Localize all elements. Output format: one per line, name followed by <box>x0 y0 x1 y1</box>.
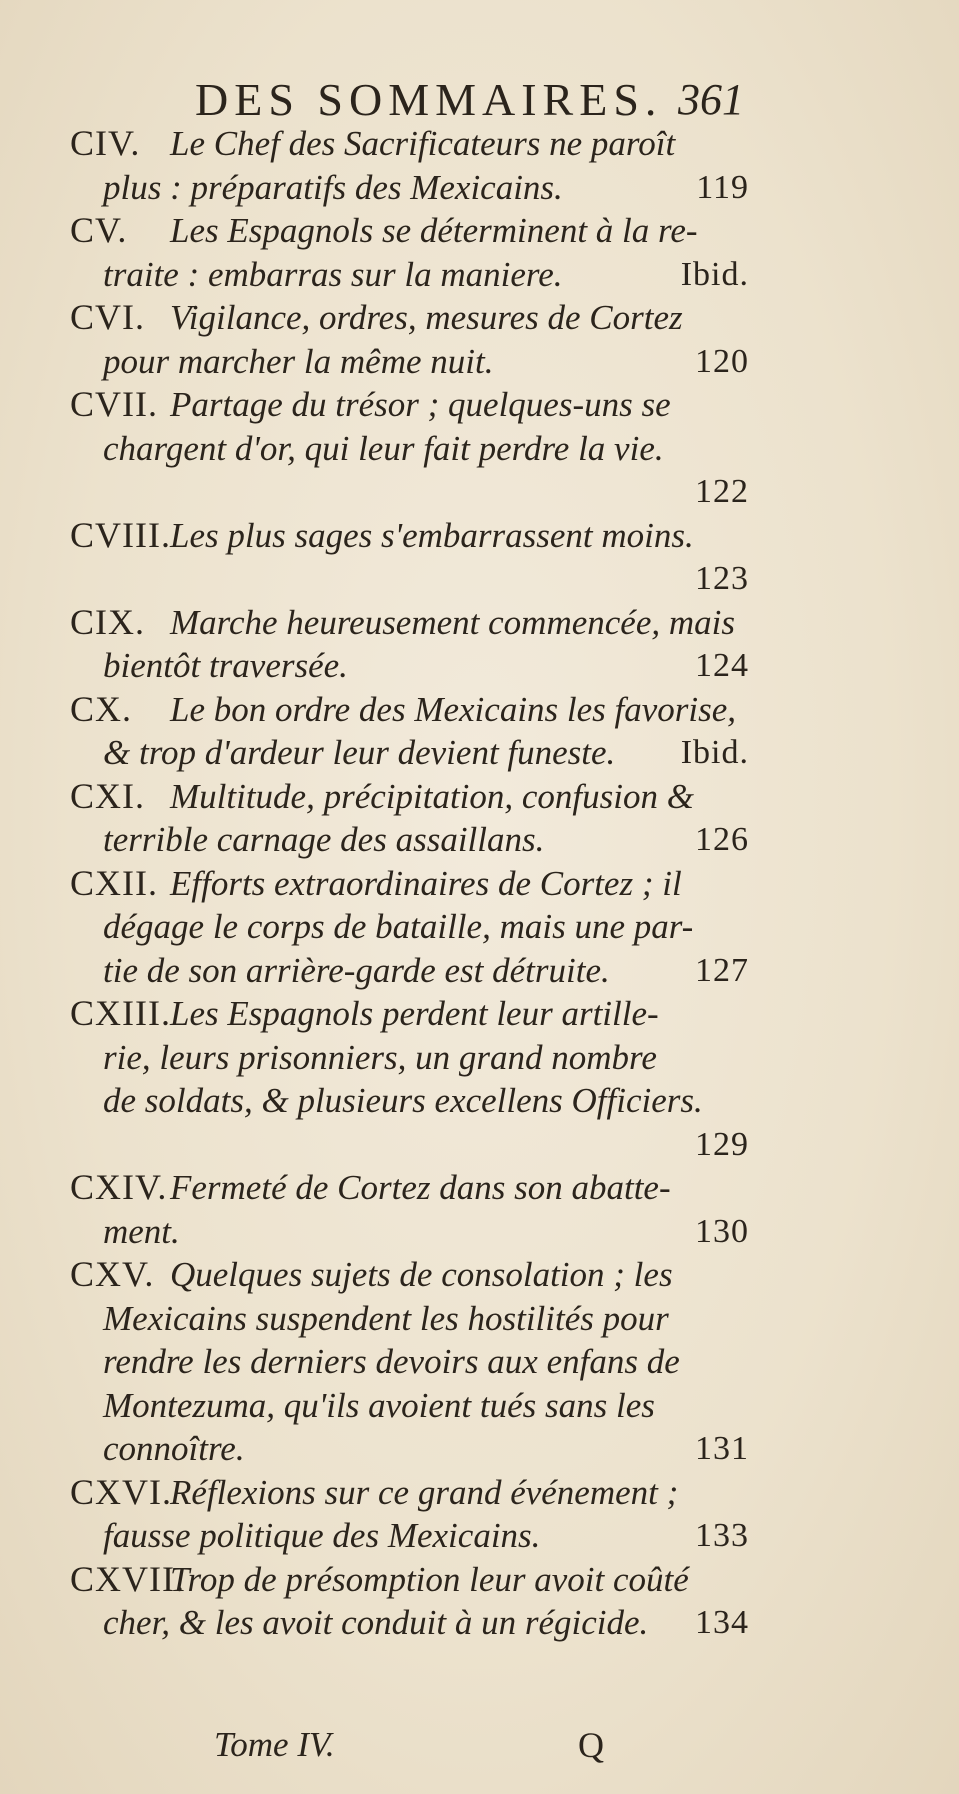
entry-page-line <box>0 470 959 514</box>
entry-numeral: CXI. <box>70 775 145 816</box>
entry-numeral: CX. <box>70 688 133 729</box>
entry-numeral: CVI. <box>70 297 145 337</box>
toc-entry <box>0 601 959 688</box>
page-footer <box>0 1720 959 1770</box>
entry-text: Multitude, précipitation, confusion & <box>170 776 694 816</box>
entry-numeral: CXII. <box>70 862 158 903</box>
entry-page-line <box>0 1123 959 1167</box>
entry-line <box>0 992 959 1036</box>
entry-line <box>0 601 959 645</box>
entry-page-ref: 126 <box>695 821 749 858</box>
signature-mark: Q <box>578 1725 604 1765</box>
entry-text: chargent d'or, qui leur fait perdre la vie. <box>103 428 664 468</box>
entry-page-ref: Ibid. <box>680 255 749 293</box>
entry-line <box>0 1297 959 1341</box>
entry-text: Partage du trésor ; quelques-uns se <box>170 385 671 424</box>
entry-text: fausse politique des Mexicains. <box>103 1516 541 1555</box>
toc-entry <box>0 1166 959 1253</box>
entry-numeral: CXVII. <box>70 1558 185 1599</box>
toc-entry <box>0 383 959 514</box>
entry-line <box>0 1471 959 1515</box>
entry-text: dégage le corps de bataille, mais une par- <box>103 907 694 946</box>
entry-numeral: CIV. <box>70 123 141 163</box>
entry-line <box>0 1514 959 1558</box>
entry-line <box>0 122 959 166</box>
entry-line <box>0 775 959 819</box>
entry-line <box>0 1340 959 1384</box>
entry-text: de soldats, & plusieurs excellens Officiers. <box>103 1081 703 1120</box>
entry-page-ref: 129 <box>695 1125 749 1163</box>
entry-text: pour marcher la même nuit. <box>103 341 494 381</box>
entry-line <box>0 1427 959 1471</box>
entry-text: Fermeté de Cortez dans son abatte- <box>170 1168 671 1207</box>
entry-line <box>0 949 959 993</box>
table-of-contents <box>0 122 959 1645</box>
toc-entry <box>0 296 959 383</box>
entry-line <box>0 862 959 906</box>
entry-text: connoître. <box>103 1429 245 1468</box>
entry-text: Marche heureusement commencée, mais <box>170 602 735 642</box>
toc-entry <box>0 688 959 775</box>
entry-text: terrible carnage des assaillans. <box>103 820 545 859</box>
entry-page-ref: 122 <box>695 473 749 510</box>
toc-entry <box>0 775 959 862</box>
entry-page-ref: 124 <box>695 647 749 684</box>
entry-text: Trop de présomption leur avoit coûté <box>170 1559 689 1599</box>
entry-line <box>0 253 959 297</box>
entry-line <box>0 1210 959 1254</box>
entry-numeral: CXV. <box>70 1254 155 1294</box>
entry-text: Le Chef des Sacrificateurs ne paroît <box>170 124 676 163</box>
entry-line <box>0 644 959 688</box>
toc-entry <box>0 209 959 296</box>
entry-page-ref: 127 <box>695 951 749 989</box>
entry-line <box>0 296 959 340</box>
entry-page-ref: 131 <box>695 1430 749 1467</box>
entry-text: Le bon ordre des Mexicains les favorise, <box>170 689 737 729</box>
entry-page-ref: Ibid. <box>680 734 749 771</box>
entry-text: rie, leurs prisonniers, un grand nombre <box>103 1037 657 1077</box>
entry-line <box>0 818 959 862</box>
entry-numeral: CVIII. <box>70 514 171 555</box>
entry-text: Montezuma, qu'ils avoient tués sans les <box>103 1385 655 1425</box>
entry-page-ref: 130 <box>695 1212 749 1250</box>
entry-line <box>0 1384 959 1428</box>
entry-text: Quelques sujets de consolation ; les <box>170 1255 673 1294</box>
toc-entry <box>0 992 959 1166</box>
toc-entry <box>0 514 959 601</box>
toc-entry <box>0 122 959 209</box>
entry-line <box>0 1253 959 1297</box>
entry-line <box>0 1166 959 1210</box>
entry-line <box>0 340 959 384</box>
entry-text: cher, & les avoit conduit à un régicide. <box>103 1603 649 1642</box>
entry-text: & trop d'ardeur leur devient funeste. <box>103 733 616 772</box>
entry-line <box>0 383 959 427</box>
entry-numeral: CXIV. <box>70 1167 168 1207</box>
entry-text: traite : embarras sur la maniere. <box>103 254 563 294</box>
entry-text: Les plus sages s'embarrassent moins. <box>170 515 694 555</box>
entry-text: ment. <box>103 1211 180 1251</box>
entry-text: Les Espagnols perdent leur artille- <box>170 994 659 1033</box>
toc-entry <box>0 862 959 993</box>
entry-text: tie de son arrière-garde est détruite. <box>103 950 610 990</box>
entry-text: rendre les derniers devoirs aux enfans de <box>103 1342 680 1381</box>
entry-page-line <box>0 557 959 601</box>
entry-text: Vigilance, ordres, mesures de Cortez <box>170 298 683 337</box>
entry-page-ref: 134 <box>695 1604 749 1641</box>
entry-line <box>0 166 959 210</box>
entry-line <box>0 688 959 732</box>
entry-line <box>0 1036 959 1080</box>
entry-line <box>0 905 959 949</box>
entry-line <box>0 427 959 471</box>
entry-text: Les Espagnols se déterminent à la re- <box>170 211 698 250</box>
entry-text: Réflexions sur ce grand événement ; <box>170 1472 679 1512</box>
volume-label: Tome IV. <box>214 1725 335 1764</box>
entry-numeral: CV. <box>70 210 128 250</box>
entry-line <box>0 514 959 558</box>
entry-page-ref: 133 <box>695 1517 749 1554</box>
entry-page-ref: 120 <box>695 342 749 380</box>
entry-line <box>0 731 959 775</box>
entry-line <box>0 1079 959 1123</box>
entry-line <box>0 1601 959 1645</box>
running-title: DES SOMMAIRES. <box>195 74 663 125</box>
entry-page-ref: 119 <box>696 168 749 206</box>
entry-line <box>0 1558 959 1602</box>
toc-entry <box>0 1253 959 1471</box>
entry-text: Mexicains suspendent les hostilités pour <box>103 1298 669 1338</box>
page-number: 361 <box>678 75 744 124</box>
entry-text: Efforts extraordinaires de Cortez ; il <box>170 863 682 903</box>
entry-text: bientôt traversée. <box>103 646 348 685</box>
entry-numeral: CXIII. <box>70 993 171 1033</box>
entry-numeral: CVII. <box>70 384 158 424</box>
running-header <box>0 70 959 130</box>
toc-entry <box>0 1558 959 1645</box>
toc-entry <box>0 1471 959 1558</box>
entry-page-ref: 123 <box>695 560 749 597</box>
entry-text: plus : préparatifs des Mexicains. <box>103 167 563 207</box>
entry-numeral: CIX. <box>70 601 145 642</box>
entry-numeral: CXVI. <box>70 1471 172 1512</box>
entry-line <box>0 209 959 253</box>
